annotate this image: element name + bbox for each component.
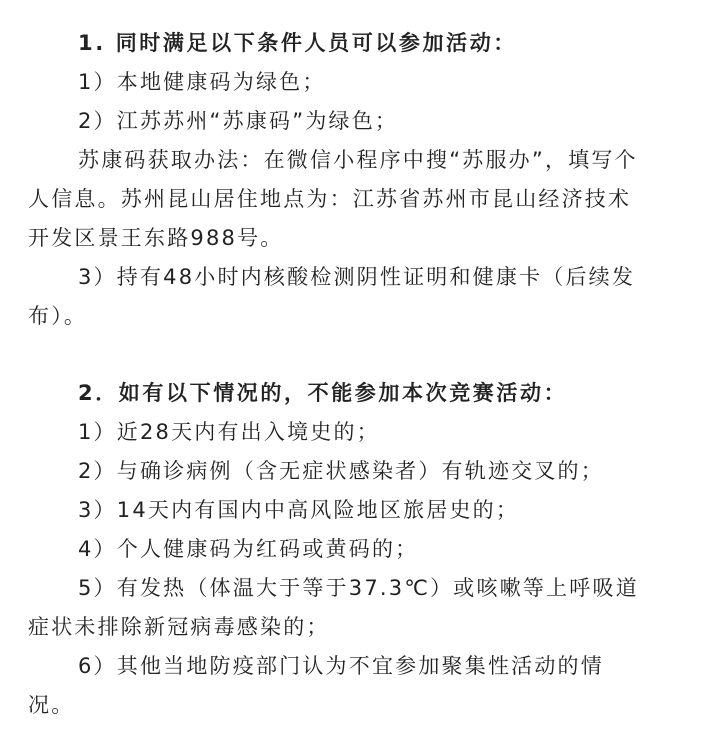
section-1-item-1: 1）本地健康码为绿色； [78,70,326,94]
section-2-item-5-line-1: 5）有发热（体温大于等于37.3℃）或咳嗽等上呼吸道 [78,576,639,600]
section-2-item-1: 1）近28天内有出入境史的； [78,420,380,444]
section-2-item-6-line-1: 6）其他当地防疫部门认为不宜参加聚集性活动的情 [78,654,604,678]
section-2-item-6-line-2: 况。 [28,693,75,717]
section-2-item-2: 2）与确诊病例（含无症状感染者）有轨迹交叉的； [78,459,604,483]
section-1-item-3-line-1: 3）持有48小时内核酸检测阴性证明和健康卡（后续发 [78,265,636,289]
method-line-1: 苏康码获取办法：在微信小程序中搜“苏服办”，填写个 [78,148,638,172]
section-1-heading: 1. 同时满足以下条件人员可以参加活动： [78,31,517,55]
method-line-2: 人信息。苏州昆山居住地点为：江苏省苏州市昆山经济技术 [28,187,632,211]
method-line-3: 开发区景王东路988号。 [28,226,284,250]
section-2-heading: 2．如有以下情况的，不能参加本次竞赛活动： [78,381,568,405]
section-2-item-3: 3）14天内有国内中高风险地区旅居史的； [78,498,520,522]
section-spacer [28,336,688,374]
section-2-item-4: 4）个人健康码为红码或黄码的； [78,537,419,561]
document-body [28,24,688,725]
section-1-item-3-line-2: 布）。 [28,304,88,328]
section-1-item-2: 2）江苏苏州“苏康码”为绿色； [78,109,399,133]
section-2-item-5-line-2: 症状未排除新冠病毒感染的； [28,615,330,639]
